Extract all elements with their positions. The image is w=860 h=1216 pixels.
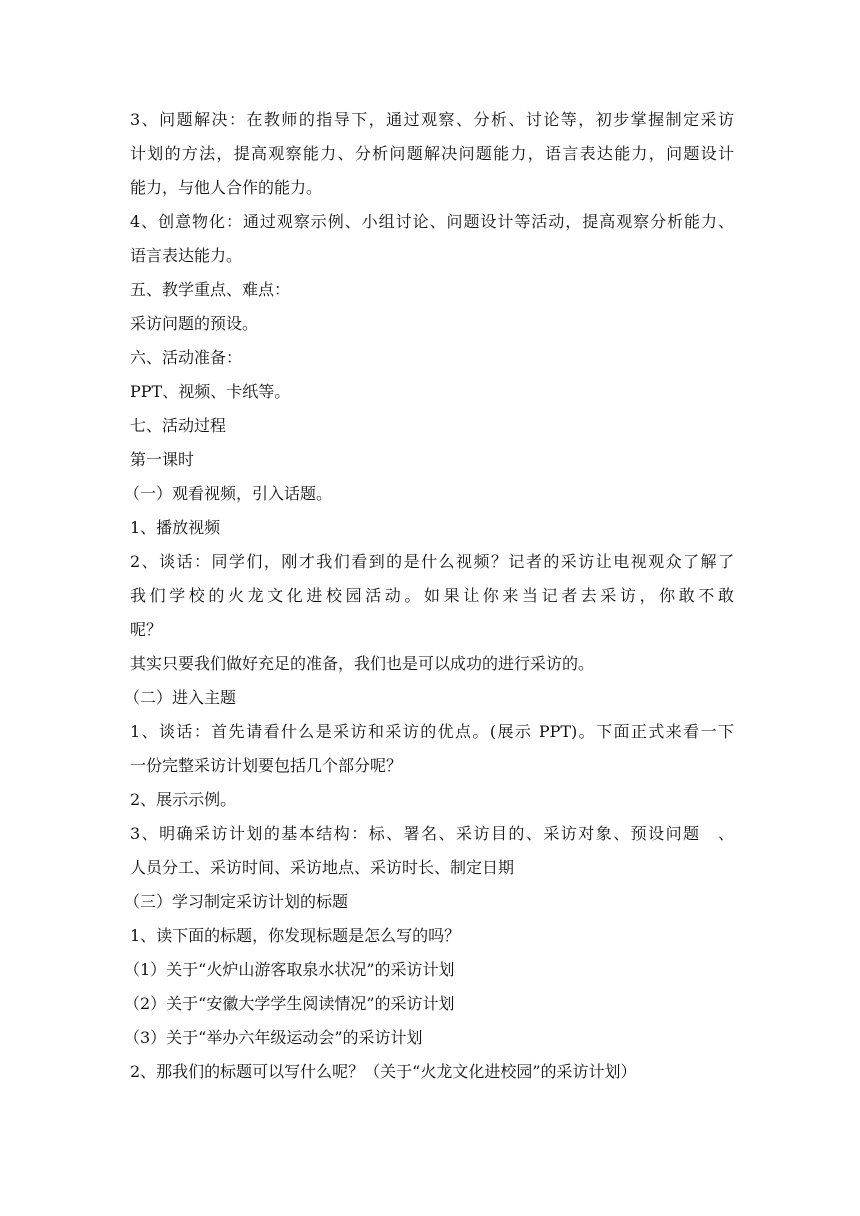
paragraph-line: 我们学校的火龙文化进校园活动。如果让你来当记者去采访，你敢不敢 xyxy=(130,586,734,605)
list-item: （2）关于“安徽大学学生阅读情况”的采访计划 xyxy=(124,994,455,1013)
subsection-heading: （一）观看视频，引入话题。 xyxy=(124,484,333,503)
paragraph-line: 3、明确采访计划的基本结构：标、署名、采访目的、采访对象、预设问题 、 xyxy=(130,824,734,843)
paragraph-line: 1、读下面的标题，你发现标题是怎么写的吗？ xyxy=(130,926,461,945)
subsection-heading: 第一课时 xyxy=(130,450,195,469)
paragraph-line: 2、谈话：同学们，刚才我们看到的是什么视频？记者的采访让电视观众了解了 xyxy=(130,552,734,571)
paragraph-line: 语言表达能力。 xyxy=(130,246,243,265)
paragraph-line: 能力，与他人合作的能力。 xyxy=(130,178,323,197)
paragraph-line: 3、问题解决：在教师的指导下，通过观察、分析、讨论等，初步掌握制定采访 xyxy=(130,110,734,129)
paragraph-line: 一份完整采访计划要包括几个部分呢？ xyxy=(130,756,403,775)
section-heading: 六、活动准备： xyxy=(130,348,243,367)
paragraph-line: 1、谈话：首先请看什么是采访和采访的优点。(展示 PPT)。下面正式来看一下 xyxy=(130,722,734,741)
paragraph-line: PPT、视频、卡纸等。 xyxy=(130,382,291,401)
document-page xyxy=(124,107,734,1093)
paragraph-line: 人员分工、采访时间、采访地点、采访时长、制定日期 xyxy=(130,858,515,877)
list-item: （1）关于“火炉山游客取泉水状况”的采访计划 xyxy=(124,960,455,979)
paragraph-line: 计划的方法，提高观察能力、分析问题解决问题能力，语言表达能力，问题设计 xyxy=(130,144,734,163)
paragraph-line: 其实只要我们做好充足的准备，我们也是可以成功的进行采访的。 xyxy=(130,654,595,673)
subsection-heading: （二）进入主题 xyxy=(124,688,237,707)
paragraph-line: 采访问题的预设。 xyxy=(130,314,259,333)
paragraph-line: 2、那我们的标题可以写什么呢？（关于“火龙文化进校园”的采访计划） xyxy=(130,1062,637,1081)
paragraph-line: 2、展示示例。 xyxy=(130,790,237,809)
section-heading: 七、活动过程 xyxy=(130,416,227,435)
paragraph-line: 4、创意物化：通过观察示例、小组讨论、问题设计等活动，提高观察分析能力、 xyxy=(130,212,734,231)
paragraph-line: 1、播放视频 xyxy=(130,518,221,537)
subsection-heading: （三）学习制定采访计划的标题 xyxy=(124,892,349,911)
list-item: （3）关于“举办六年级运动会”的采访计划 xyxy=(124,1028,423,1047)
paragraph-line: 呢？ xyxy=(130,620,163,639)
section-heading: 五、教学重点、难点： xyxy=(130,280,291,299)
